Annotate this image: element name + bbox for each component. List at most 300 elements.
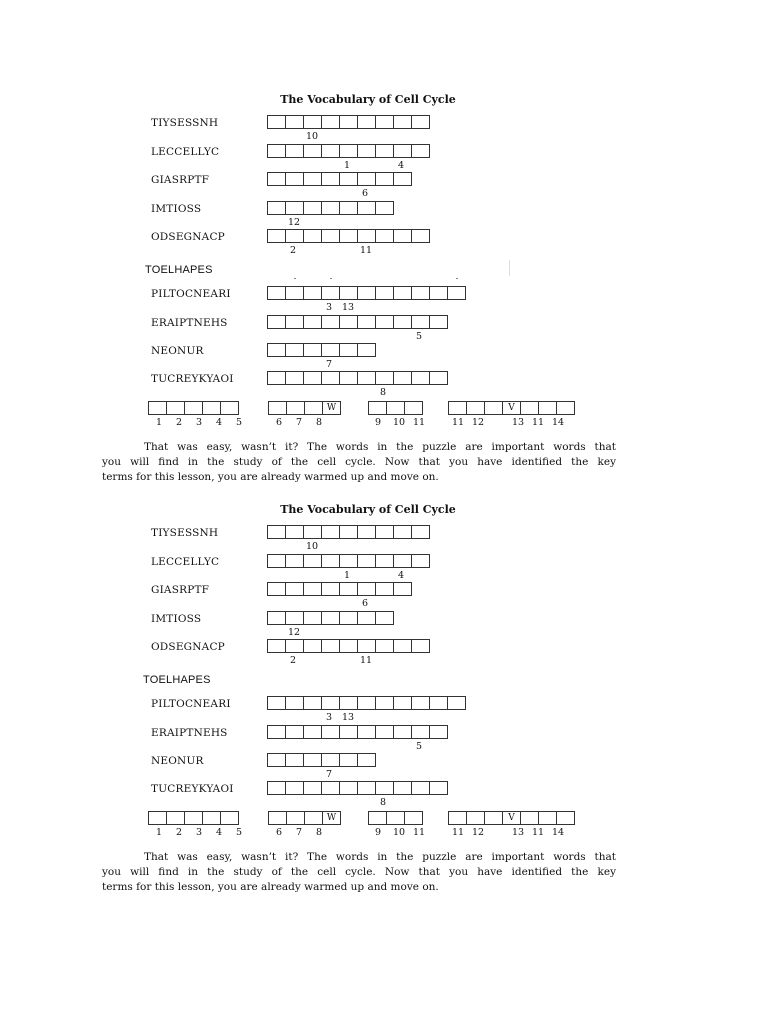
letter-box[interactable] (411, 554, 430, 568)
final-answer-label: 4 (216, 417, 223, 428)
letter-box[interactable] (321, 582, 340, 596)
final-answer-label: 6 (276, 417, 283, 428)
letter-box[interactable] (166, 401, 185, 415)
letter-box[interactable] (411, 144, 430, 158)
letter-box[interactable] (357, 201, 376, 215)
letter-box[interactable] (321, 696, 340, 710)
answer-box-row (267, 725, 447, 739)
letter-box[interactable] (339, 115, 358, 129)
clue-number: 1 (344, 160, 351, 171)
letter-box[interactable] (357, 286, 376, 300)
letter-box[interactable] (267, 525, 286, 539)
letter-box[interactable] (166, 811, 185, 825)
letter-box[interactable] (556, 401, 575, 415)
letter-box[interactable] (393, 639, 412, 653)
letter-box[interactable] (411, 725, 430, 739)
final-answer-boxes (448, 811, 574, 825)
clue-number: 6 (362, 598, 369, 609)
final-answer-label: 11 (413, 827, 426, 838)
final-answer-label: 2 (176, 827, 183, 838)
page-title: The Vocabulary of Cell Cycle (280, 93, 456, 106)
letter-box[interactable] (411, 639, 430, 653)
letter-box[interactable] (303, 144, 322, 158)
letter-box[interactable] (267, 582, 286, 596)
letter-box[interactable] (148, 811, 167, 825)
letter-box[interactable] (357, 554, 376, 568)
letter-box[interactable] (357, 115, 376, 129)
letter-box[interactable] (321, 781, 340, 795)
letter-box[interactable] (304, 401, 323, 415)
letter-box[interactable] (393, 781, 412, 795)
clue-number: 4 (398, 160, 405, 171)
letter-box[interactable] (375, 696, 394, 710)
scan-speck (294, 278, 296, 279)
letter-box[interactable] (267, 753, 286, 767)
letter-box[interactable] (484, 401, 503, 415)
letter-box[interactable] (303, 229, 322, 243)
letter-box[interactable] (357, 611, 376, 625)
letter-box[interactable] (411, 781, 430, 795)
letter-box[interactable] (447, 696, 466, 710)
letter-box[interactable] (484, 811, 503, 825)
page-title: The Vocabulary of Cell Cycle (280, 503, 456, 516)
clue-number: 2 (290, 245, 297, 256)
letter-box[interactable] (429, 286, 448, 300)
letter-box[interactable] (267, 144, 286, 158)
clue-number: 1 (344, 570, 351, 581)
letter-box[interactable] (303, 315, 322, 329)
letter-box[interactable] (339, 753, 358, 767)
clue-number: 7 (326, 359, 333, 370)
letter-box[interactable] (393, 144, 412, 158)
letter-box[interactable] (184, 811, 203, 825)
letter-box[interactable] (148, 401, 167, 415)
letter-box[interactable] (339, 229, 358, 243)
letter-box[interactable] (339, 172, 358, 186)
letter-box[interactable] (202, 401, 221, 415)
letter-box[interactable] (321, 286, 340, 300)
answer-box-row (267, 172, 411, 186)
letter-box[interactable] (411, 115, 430, 129)
letter-box[interactable] (267, 315, 286, 329)
given-letter-box[interactable]: W (322, 811, 341, 825)
letter-box[interactable] (267, 611, 286, 625)
letter-box[interactable] (538, 811, 557, 825)
letter-box[interactable] (375, 115, 394, 129)
letter-box[interactable] (448, 811, 467, 825)
letter-box[interactable] (375, 525, 394, 539)
scrambled-word: TOELHAPES (143, 674, 211, 686)
letter-box[interactable] (303, 639, 322, 653)
letter-box[interactable] (339, 696, 358, 710)
given-letter-box[interactable]: V (502, 401, 521, 415)
letter-box[interactable] (375, 144, 394, 158)
letter-box[interactable] (304, 811, 323, 825)
letter-box[interactable] (375, 611, 394, 625)
clue-number: 2 (290, 655, 297, 666)
letter-box[interactable] (357, 343, 376, 357)
final-answer-boxes (368, 811, 422, 825)
clue-number: 8 (380, 797, 387, 808)
letter-box[interactable] (447, 286, 466, 300)
letter-box[interactable] (220, 401, 239, 415)
scrambled-word: LECCELLYC (151, 556, 220, 568)
letter-box[interactable] (429, 781, 448, 795)
letter-box[interactable] (375, 554, 394, 568)
final-answer-boxes (368, 401, 422, 415)
letter-box[interactable] (339, 582, 358, 596)
clue-number: 10 (306, 131, 319, 142)
answer-box-row (267, 144, 429, 158)
given-letter-box[interactable]: W (322, 401, 341, 415)
final-answer-label: 11 (413, 417, 426, 428)
letter-box[interactable] (321, 343, 340, 357)
letter-box[interactable] (303, 343, 322, 357)
given-letter-box[interactable]: V (502, 811, 521, 825)
letter-box[interactable] (285, 753, 304, 767)
letter-box[interactable] (339, 611, 358, 625)
letter-box[interactable] (268, 401, 287, 415)
final-answer-label: 13 (512, 827, 525, 838)
letter-box[interactable] (285, 343, 304, 357)
letter-box[interactable] (393, 172, 412, 186)
letter-box[interactable] (303, 725, 322, 739)
letter-box[interactable] (303, 172, 322, 186)
letter-box[interactable] (357, 144, 376, 158)
letter-box[interactable] (303, 371, 322, 385)
letter-box[interactable] (303, 696, 322, 710)
letter-box[interactable] (303, 115, 322, 129)
letter-box[interactable] (429, 696, 448, 710)
letter-box[interactable] (339, 554, 358, 568)
paragraph-line: you will find in the study of the cell cycle. Now that you have identified the key (102, 456, 616, 468)
letter-box[interactable] (429, 315, 448, 329)
scrambled-word: LECCELLYC (151, 146, 220, 158)
scrambled-word: NEONUR (151, 755, 204, 767)
letter-box[interactable] (411, 371, 430, 385)
letter-box[interactable] (375, 582, 394, 596)
scrambled-word: ODSEGNACP (151, 231, 225, 243)
letter-box[interactable] (267, 639, 286, 653)
answer-box-row (267, 286, 465, 300)
letter-box[interactable] (429, 725, 448, 739)
answer-box-row (267, 639, 429, 653)
letter-box[interactable] (303, 554, 322, 568)
letter-box[interactable] (466, 401, 485, 415)
letter-box[interactable] (285, 525, 304, 539)
letter-box[interactable] (411, 286, 430, 300)
final-answer-boxes (448, 401, 574, 415)
final-answer-label: 1 (156, 417, 163, 428)
final-answer-boxes (148, 811, 238, 825)
letter-box[interactable] (375, 315, 394, 329)
final-answer-label: 14 (552, 417, 565, 428)
letter-box[interactable] (339, 144, 358, 158)
letter-box[interactable] (375, 725, 394, 739)
clue-number: 3 (326, 302, 333, 313)
vocabulary-section-2 (0, 500, 768, 910)
answer-box-row (267, 696, 465, 710)
final-answer-label: 5 (236, 827, 243, 838)
final-answer-label: 9 (375, 827, 382, 838)
letter-box[interactable] (339, 201, 358, 215)
letter-box[interactable] (393, 115, 412, 129)
letter-box[interactable] (393, 582, 412, 596)
scrambled-word: TIYSESSNH (151, 527, 219, 539)
letter-box[interactable] (357, 371, 376, 385)
letter-box[interactable] (393, 554, 412, 568)
letter-box[interactable] (538, 401, 557, 415)
clue-number: 13 (342, 302, 355, 313)
letter-box[interactable] (393, 696, 412, 710)
final-answer-label: 1 (156, 827, 163, 838)
clue-number: 5 (416, 331, 423, 342)
letter-box[interactable] (267, 554, 286, 568)
letter-box[interactable] (321, 371, 340, 385)
letter-box[interactable] (357, 753, 376, 767)
scrambled-word: NEONUR (151, 345, 204, 357)
clue-number: 12 (288, 627, 301, 638)
final-answer-label: 11 (532, 417, 545, 428)
letter-box[interactable] (375, 201, 394, 215)
letter-box[interactable] (267, 343, 286, 357)
letter-box[interactable] (357, 639, 376, 653)
scrambled-word: TUCREYKYAOI (151, 783, 234, 795)
clue-number: 10 (306, 541, 319, 552)
letter-box[interactable] (285, 781, 304, 795)
letter-box[interactable] (357, 781, 376, 795)
letter-box[interactable] (285, 115, 304, 129)
letter-box[interactable] (321, 753, 340, 767)
letter-box[interactable] (429, 371, 448, 385)
paragraph-line: terms for this lesson, you are already warmed up and move on. (102, 471, 439, 483)
final-answer-label: 13 (512, 417, 525, 428)
letter-box[interactable] (339, 725, 358, 739)
answer-box-row (267, 115, 429, 129)
letter-box[interactable] (268, 811, 287, 825)
letter-box[interactable] (375, 229, 394, 243)
paragraph-line: you will find in the study of the cell cycle. Now that you have identified the key (102, 866, 616, 878)
answer-box-row (267, 371, 447, 385)
letter-box[interactable] (375, 781, 394, 795)
paragraph-line: That was easy, wasn’t it? The words in the puzzle are important words that (144, 851, 616, 863)
letter-box[interactable] (321, 115, 340, 129)
letter-box[interactable] (404, 811, 423, 825)
letter-box[interactable] (357, 525, 376, 539)
scrambled-word: TOELHAPES (145, 264, 213, 276)
letter-box[interactable] (285, 725, 304, 739)
letter-box[interactable] (321, 725, 340, 739)
letter-box[interactable] (321, 201, 340, 215)
letter-box[interactable] (321, 525, 340, 539)
final-answer-label: 9 (375, 417, 382, 428)
final-answer-label: 8 (316, 827, 323, 838)
letter-box[interactable] (368, 401, 387, 415)
clue-number: 11 (360, 655, 373, 666)
scan-line (509, 260, 510, 276)
answer-box-row (267, 343, 375, 357)
letter-box[interactable] (375, 172, 394, 186)
final-answer-boxes (148, 401, 238, 415)
letter-box[interactable] (303, 286, 322, 300)
letter-box[interactable] (267, 725, 286, 739)
final-answer-label: 7 (296, 827, 303, 838)
vocabulary-section-1 (0, 90, 768, 500)
letter-box[interactable] (339, 639, 358, 653)
letter-box[interactable] (393, 315, 412, 329)
letter-box[interactable] (411, 696, 430, 710)
final-answer-label: 3 (196, 417, 203, 428)
letter-box[interactable] (393, 525, 412, 539)
letter-box[interactable] (357, 172, 376, 186)
clue-number: 11 (360, 245, 373, 256)
clue-number: 13 (342, 712, 355, 723)
letter-box[interactable] (184, 401, 203, 415)
scrambled-word: GIASRPTF (151, 584, 210, 596)
final-answer-boxes (268, 401, 340, 415)
letter-box[interactable] (285, 639, 304, 653)
scrambled-word: TUCREYKYAOI (151, 373, 234, 385)
letter-box[interactable] (411, 229, 430, 243)
final-answer-label: 3 (196, 827, 203, 838)
answer-box-row (267, 554, 429, 568)
paragraph-line: terms for this lesson, you are already warmed up and move on. (102, 881, 439, 893)
letter-box[interactable] (386, 401, 405, 415)
letter-box[interactable] (321, 229, 340, 243)
letter-box[interactable] (220, 811, 239, 825)
letter-box[interactable] (556, 811, 575, 825)
letter-box[interactable] (303, 781, 322, 795)
final-answer-label: 4 (216, 827, 223, 838)
letter-box[interactable] (303, 201, 322, 215)
letter-box[interactable] (339, 525, 358, 539)
letter-box[interactable] (411, 315, 430, 329)
letter-box[interactable] (285, 611, 304, 625)
instruction-paragraph (102, 850, 616, 895)
letter-box[interactable] (285, 315, 304, 329)
letter-box[interactable] (339, 371, 358, 385)
letter-box[interactable] (285, 582, 304, 596)
letter-box[interactable] (303, 753, 322, 767)
letter-box[interactable] (285, 371, 304, 385)
letter-box[interactable] (267, 696, 286, 710)
letter-box[interactable] (375, 639, 394, 653)
clue-number: 5 (416, 741, 423, 752)
final-answer-boxes (268, 811, 340, 825)
letter-box[interactable] (466, 811, 485, 825)
final-answer-label: 11 (452, 417, 465, 428)
letter-box[interactable] (321, 639, 340, 653)
clue-number: 4 (398, 570, 405, 581)
letter-box[interactable] (303, 525, 322, 539)
letter-box[interactable] (339, 343, 358, 357)
clue-number: 8 (380, 387, 387, 398)
letter-box[interactable] (267, 229, 286, 243)
letter-box[interactable] (386, 811, 405, 825)
scrambled-word: PILTOCNEARI (151, 698, 231, 710)
letter-box[interactable] (321, 554, 340, 568)
letter-box[interactable] (357, 315, 376, 329)
letter-box[interactable] (267, 201, 286, 215)
letter-box[interactable] (339, 781, 358, 795)
letter-box[interactable] (321, 172, 340, 186)
letter-box[interactable] (404, 401, 423, 415)
final-answer-label: 10 (393, 417, 406, 428)
letter-box[interactable] (267, 115, 286, 129)
letter-box[interactable] (285, 286, 304, 300)
answer-box-row (267, 201, 393, 215)
letter-box[interactable] (303, 582, 322, 596)
letter-box[interactable] (393, 286, 412, 300)
letter-box[interactable] (375, 371, 394, 385)
letter-box[interactable] (286, 811, 305, 825)
letter-box[interactable] (285, 229, 304, 243)
letter-box[interactable] (393, 371, 412, 385)
letter-box[interactable] (267, 172, 286, 186)
letter-box[interactable] (267, 286, 286, 300)
letter-box[interactable] (321, 315, 340, 329)
clue-number: 12 (288, 217, 301, 228)
clue-number: 3 (326, 712, 333, 723)
letter-box[interactable] (285, 696, 304, 710)
letter-box[interactable] (286, 401, 305, 415)
letter-box[interactable] (285, 554, 304, 568)
letter-box[interactable] (357, 696, 376, 710)
letter-box[interactable] (393, 229, 412, 243)
scrambled-word: PILTOCNEARI (151, 288, 231, 300)
final-answer-label: 7 (296, 417, 303, 428)
letter-box[interactable] (357, 229, 376, 243)
letter-box[interactable] (448, 401, 467, 415)
letter-box[interactable] (202, 811, 221, 825)
final-answer-label: 10 (393, 827, 406, 838)
scrambled-word: IMTIOSS (151, 203, 202, 215)
letter-box[interactable] (393, 725, 412, 739)
letter-box[interactable] (321, 611, 340, 625)
answer-box-row (267, 525, 429, 539)
scrambled-word: ERAIPTNEHS (151, 727, 228, 739)
letter-box[interactable] (303, 611, 322, 625)
scrambled-word: ERAIPTNEHS (151, 317, 228, 329)
letter-box[interactable] (368, 811, 387, 825)
final-answer-label: 14 (552, 827, 565, 838)
answer-box-row (267, 229, 429, 243)
letter-box[interactable] (411, 525, 430, 539)
final-answer-label: 12 (472, 827, 485, 838)
clue-number: 6 (362, 188, 369, 199)
letter-box[interactable] (357, 725, 376, 739)
letter-box[interactable] (285, 144, 304, 158)
letter-box[interactable] (520, 811, 539, 825)
letter-box[interactable] (375, 286, 394, 300)
letter-box[interactable] (357, 582, 376, 596)
answer-box-row (267, 315, 447, 329)
letter-box[interactable] (339, 286, 358, 300)
scan-speck (456, 278, 458, 279)
final-answer-label: 2 (176, 417, 183, 428)
letter-box[interactable] (285, 201, 304, 215)
letter-box[interactable] (267, 371, 286, 385)
letter-box[interactable] (339, 315, 358, 329)
letter-box[interactable] (267, 781, 286, 795)
scrambled-word: TIYSESSNH (151, 117, 219, 129)
scan-speck (330, 278, 332, 279)
answer-box-row (267, 781, 447, 795)
letter-box[interactable] (520, 401, 539, 415)
letter-box[interactable] (321, 144, 340, 158)
clue-number: 7 (326, 769, 333, 780)
letter-box[interactable] (285, 172, 304, 186)
